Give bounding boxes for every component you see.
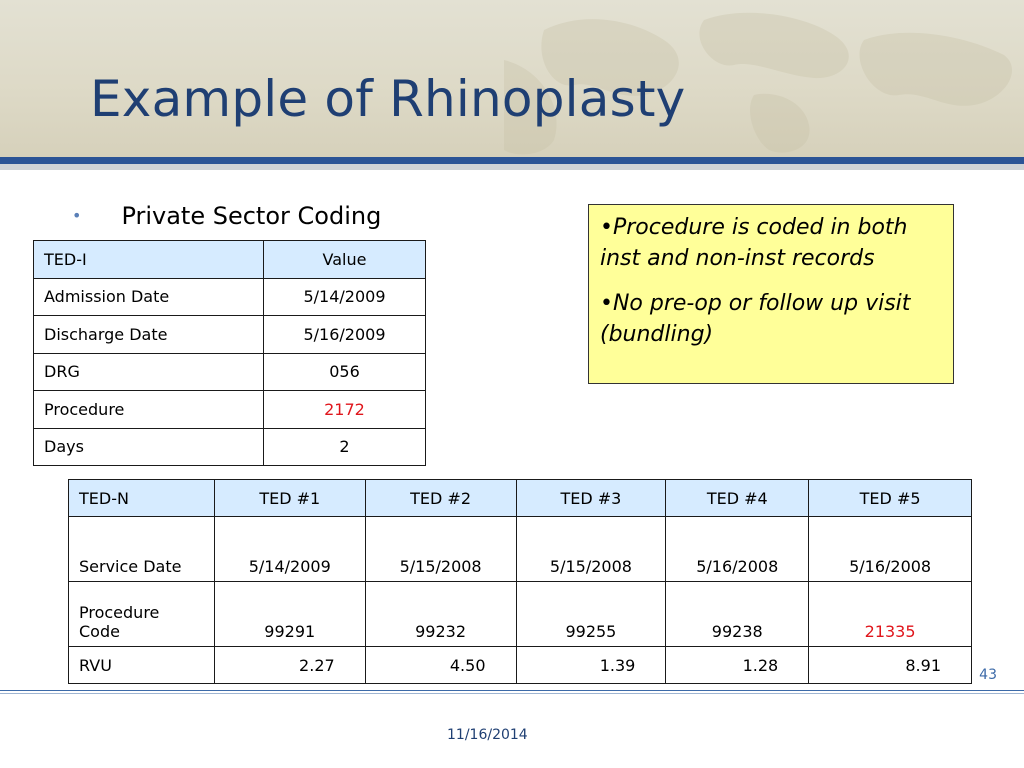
table-cell: 1.28 (666, 647, 809, 684)
table-row (69, 582, 972, 647)
header-cell: TED #2 (365, 480, 516, 517)
table-header-row (34, 241, 426, 279)
slide-title: Example of Rhinoplasty (90, 70, 686, 128)
bullet-item (72, 203, 381, 229)
table-cell: 5/14/2009 (214, 517, 365, 582)
note-callout (588, 204, 954, 384)
table-cell: 99255 (516, 582, 666, 647)
table-row (69, 647, 972, 684)
table-cell: Procedure Code (69, 582, 215, 647)
table-cell: DRG (34, 353, 264, 391)
header-accent-band (0, 157, 1024, 164)
table-cell: RVU (69, 647, 215, 684)
table-cell: 99232 (365, 582, 516, 647)
table-cell: 21335 (809, 582, 972, 647)
table-row (34, 316, 426, 354)
table-header-row (69, 480, 972, 517)
footer-divider (0, 690, 1024, 691)
table-row (69, 517, 972, 582)
header-cell: Value (263, 241, 425, 279)
ted-i-table (33, 240, 426, 466)
page-number: 43 (979, 667, 997, 683)
table-row (34, 391, 426, 429)
table-cell: 5/16/2008 (666, 517, 809, 582)
table-cell: 2 (263, 428, 425, 466)
table-row (34, 353, 426, 391)
header-cell: TED #3 (516, 480, 666, 517)
slide-date: 11/16/2014 (447, 727, 528, 743)
footer-divider-secondary (0, 693, 1024, 694)
table-cell: 5/16/2008 (809, 517, 972, 582)
table-cell: 2.27 (214, 647, 365, 684)
table-cell: Days (34, 428, 264, 466)
table-cell: 056 (263, 353, 425, 391)
header-cell: TED #4 (666, 480, 809, 517)
table-cell: Discharge Date (34, 316, 264, 354)
table-cell: 5/14/2009 (263, 278, 425, 316)
table-cell: Procedure (34, 391, 264, 429)
table-cell: 99291 (214, 582, 365, 647)
table-cell: 2172 (263, 391, 425, 429)
table-cell: 4.50 (365, 647, 516, 684)
header-cell: TED-I (34, 241, 264, 279)
table-cell: Admission Date (34, 278, 264, 316)
bullet-text: Private Sector Coding (121, 202, 382, 230)
ted-n-table (68, 479, 972, 684)
header-cell: TED #5 (809, 480, 972, 517)
header-cell: TED-N (69, 480, 215, 517)
table-row (34, 428, 426, 466)
table-cell: 5/16/2009 (263, 316, 425, 354)
table-row (34, 278, 426, 316)
table-cell: 99238 (666, 582, 809, 647)
table-cell: 8.91 (809, 647, 972, 684)
header-shadow-band (0, 164, 1024, 170)
table-cell: 5/15/2008 (365, 517, 516, 582)
header-cell: TED #1 (214, 480, 365, 517)
bullet-icon: • (72, 206, 82, 225)
table-cell: Service Date (69, 517, 215, 582)
table-cell: 5/15/2008 (516, 517, 666, 582)
table-cell: 1.39 (516, 647, 666, 684)
callout-line: •No pre-op or follow up visit (bundling) (600, 291, 911, 347)
callout-line: •Procedure is coded in both inst and non-inst records (600, 215, 908, 271)
